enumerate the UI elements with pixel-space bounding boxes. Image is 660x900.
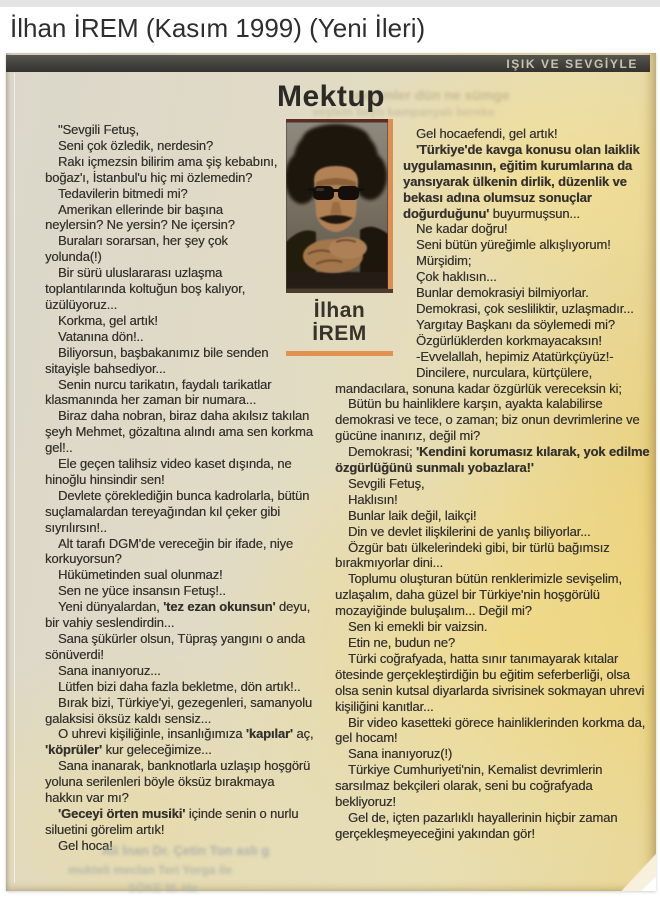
article-paragraph: Bir sürü uluslararası uzlaşma toplantılarında koltuğun boş kalıyor, üzülüyoruz...	[45, 265, 246, 312]
article-paragraph: Türkiye Cumhuriyeti'nin, Kemalist devrimlerin sarsılmaz bekçileri olarak, seni bu coğrafyada bekliyoruz!	[335, 762, 603, 810]
banner-label: IŞIK VE SEVGİYLE	[506, 56, 638, 71]
caption-accent-bar	[286, 351, 393, 356]
article-paragraph: Biliyorsun, başbakanımız bile senden sitayişle bahsediyor...	[45, 344, 269, 376]
article-paragraph: Devlete çöreklediğin bunca kadrolarla, bütün suçlamalardan tereyağından kıl çeker gibi sıyrılırsın!..	[45, 487, 310, 535]
photo-caption-line1: İlhan	[313, 299, 366, 322]
article-paragraph: Bunlar demokrasiyi bilmiyorlar.	[416, 285, 589, 301]
article-paragraph: Toplumu oluşturan bütün renklerimizle sevişelim, uzlaşalım, daha güzel bir Türkiye'nin hoşgörülü mozayiğinde buluşalım... Değil mi?	[335, 571, 622, 619]
article-paragraph: Dincilere, nurculara, kürtçülere, mandacılara, sonuna kadar özgürlük vereceksin ki;	[335, 364, 622, 396]
article-paragraph: Buraları sorarsan, her şey çok yolunda(!)	[45, 233, 228, 265]
article-paragraph: Özgür batı ülkelerindeki gibi, bir türlü bağımsız bırakmıyorlar dini...	[335, 539, 610, 571]
article-paragraph: Amerikan ellerinde bir başına neylersin? Ne yersin? Ne içersin?	[45, 201, 235, 233]
article-paragraph: Gel hocaefendi, gel artık!	[416, 126, 558, 141]
photo-shadow-edge	[286, 289, 393, 293]
article-paragraph: Sana inanarak, banknotlarla uzlaşıp hoşgörü yoluna serilenleri böyle öksüz bırakmaya hakkın var mı?	[45, 758, 311, 806]
article-paragraph: Haklısın!	[348, 491, 398, 507]
article-paragraph: Rakı içmezsin bilirim ama şiş kebabını, boğaz'ı, İstanbul'u hiç mi özlemedin?	[45, 153, 278, 185]
article-paragraph: Ne kadar doğru!	[416, 221, 508, 237]
article-paragraph: Sen ne yüce insansın Fetuş!..	[58, 583, 226, 599]
page-fold-corner	[600, 845, 656, 891]
photo-top-edge	[286, 119, 388, 122]
article-headline: Mektup	[277, 80, 385, 113]
scanned-newspaper-page	[6, 53, 656, 895]
ghost-bleedthrough-text: Ali İnan Dr. Çetin Ton aslı g	[102, 843, 270, 858]
article-paragraph: Gel hoca!	[58, 837, 113, 853]
article-paragraph: Alt tarafı DGM'de vereceğin bir ifade, niye korkuyorsun?	[45, 535, 294, 567]
photo-caption	[286, 299, 393, 345]
article-paragraph: Sana şükürler olsun, Tüpraş yangını o anda sönüverdi!	[45, 631, 305, 662]
photo-caption-line2: İREM	[312, 322, 367, 345]
top-divider-strip	[0, 0, 660, 7]
portrait-photo	[286, 122, 388, 289]
ghost-bleedthrough-text: veşlem beyn kampanyalı bereke	[312, 105, 495, 119]
article-paragraph: Etin ne, budun ne?	[348, 635, 455, 650]
article-paragraph: "Sevgili Fetuş,	[58, 122, 139, 137]
article-paragraph: -Evvelallah, hepimiz Atatürkçüyüz!-	[416, 348, 614, 364]
article-paragraph: Mürşidim;	[416, 253, 472, 269]
article-paragraph: Yargıtay Başkanı da söylemedi mi?	[416, 316, 615, 332]
article-paragraph: Yeni dünyalardan, 'tez ezan okunsun' deyu, bir vahiy seslendirdin...	[45, 599, 311, 631]
article-paragraph: Demokrasi, çok sesliliktir, uzlaşmadır...	[416, 300, 634, 316]
banner-bar	[6, 55, 650, 72]
article-paragraph: Seni bütün yüreğimle alkışlıyorum!	[416, 237, 611, 253]
article-paragraph: Korkma, gel artık!	[58, 312, 158, 328]
article-paragraph: Özgürlüklerden korkmayacaksın!	[416, 332, 602, 348]
page-crease	[14, 73, 15, 883]
photo-orange-edge	[388, 119, 393, 289]
article-paragraph: 'Geceyi örten musiki' içinde senin o nurlu siluetini görelim artık!	[45, 805, 299, 837]
article-paragraph: Bütün bu hainliklere karşın, ayakta kalabilirse demokrasi ve tece, o zaman; biz onun devrimlerine ve gücüne inanırız, değil mi?	[335, 396, 640, 444]
article-paragraph: Seni çok özledik, nerdesin?	[58, 137, 214, 153]
article-column-left	[45, 122, 315, 854]
article-paragraph: Türki coğrafyada, hatta sınır tanımayarak kıtalar ötesinde gerçekleştirdiğin bu eğitim seferberliği, olsa olsa senin kutsal diyarlarda sivrisinek sokmayan uhrevi kişiliğini kanıtlar...	[335, 650, 645, 714]
article-paragraph: Tedavilerin bitmedi mi?	[58, 185, 188, 201]
article-paragraph: Sana inanıyoruz(!)	[348, 746, 453, 762]
article-paragraph: Demokrasi; 'Kendini korumasız kılarak, yok edilme özgürlüğünü sunmalı yobazlara!'	[335, 444, 650, 476]
photo-block	[286, 119, 393, 356]
article-paragraph: Hükümetinden sual olunmaz!	[58, 567, 223, 583]
article-paragraph: Senin nurcu tarikatın, faydalı tarikatlar klasmanında her zaman bir numara...	[45, 376, 272, 408]
article-paragraph: Çok haklısın...	[416, 269, 497, 285]
article-paragraph: Bir video kasetteki görece hainliklerinden korkma da, gel hocam!	[335, 714, 646, 746]
article-paragraph: Ele geçen talihsiz video kaset dışında, ne hinoğlu hinsindir sen!	[45, 456, 292, 487]
article-paragraph: Vatanına dön!..	[58, 328, 144, 344]
article-paragraph: Gel de, içten pazarlıklı hayallerinin hiçbir zaman gerçekleşmeyeceğini yakından gör!	[335, 809, 618, 841]
article-paragraph: Lütfen bizi daha fazla bekletme, dön artık!..	[58, 678, 301, 694]
article-paragraph: Din ve devlet ilişkilerini de yanlış biliyorlar...	[348, 523, 591, 539]
ghost-bleedthrough-text: mukteli meclan Teri Yorga ile	[68, 863, 233, 877]
article-paragraph: Biraz daha nobran, biraz daha akılsız takılan şeyh Mehmet, gözaltına alındı ama sen korkma gel!..	[45, 408, 313, 456]
article-paragraph: Bırak bizi, Türkiye'yi, gezegenleri, samanyolu galaksisi öksüz kaldı sensiz...	[45, 694, 312, 726]
ghost-bleedthrough-text: SÖKE M. He	[128, 881, 198, 895]
page-title: İlhan İREM (Kasım 1999) (Yeni İleri)	[10, 13, 426, 43]
photo-frame	[286, 119, 393, 293]
article-paragraph: Sevgili Fetuş,	[348, 475, 425, 491]
article-paragraph: Bunlar laik değil, laikçi!	[348, 507, 477, 523]
article-paragraph: O uhrevi kişiliğinle, insanlığımıza 'kapılar' aç, 'köprüler' kur geleceğimize...	[45, 726, 314, 758]
ghost-bleedthrough-text: seçimler dün ne sümge	[354, 87, 510, 103]
article-paragraph: 'Türkiye'de kavga konusu olan laiklik uygulamasının, eğitim kurumlarına da yansıyarak ülkenin dirlik, düzenlik ve bekası adına olumsuz sonuçlar doğurduğunu' buyurmuşsun...	[403, 141, 640, 221]
article-paragraph: Sana inanıyoruz...	[58, 662, 161, 678]
article-paragraph: Sen ki emekli bir vaizsin.	[348, 619, 488, 635]
